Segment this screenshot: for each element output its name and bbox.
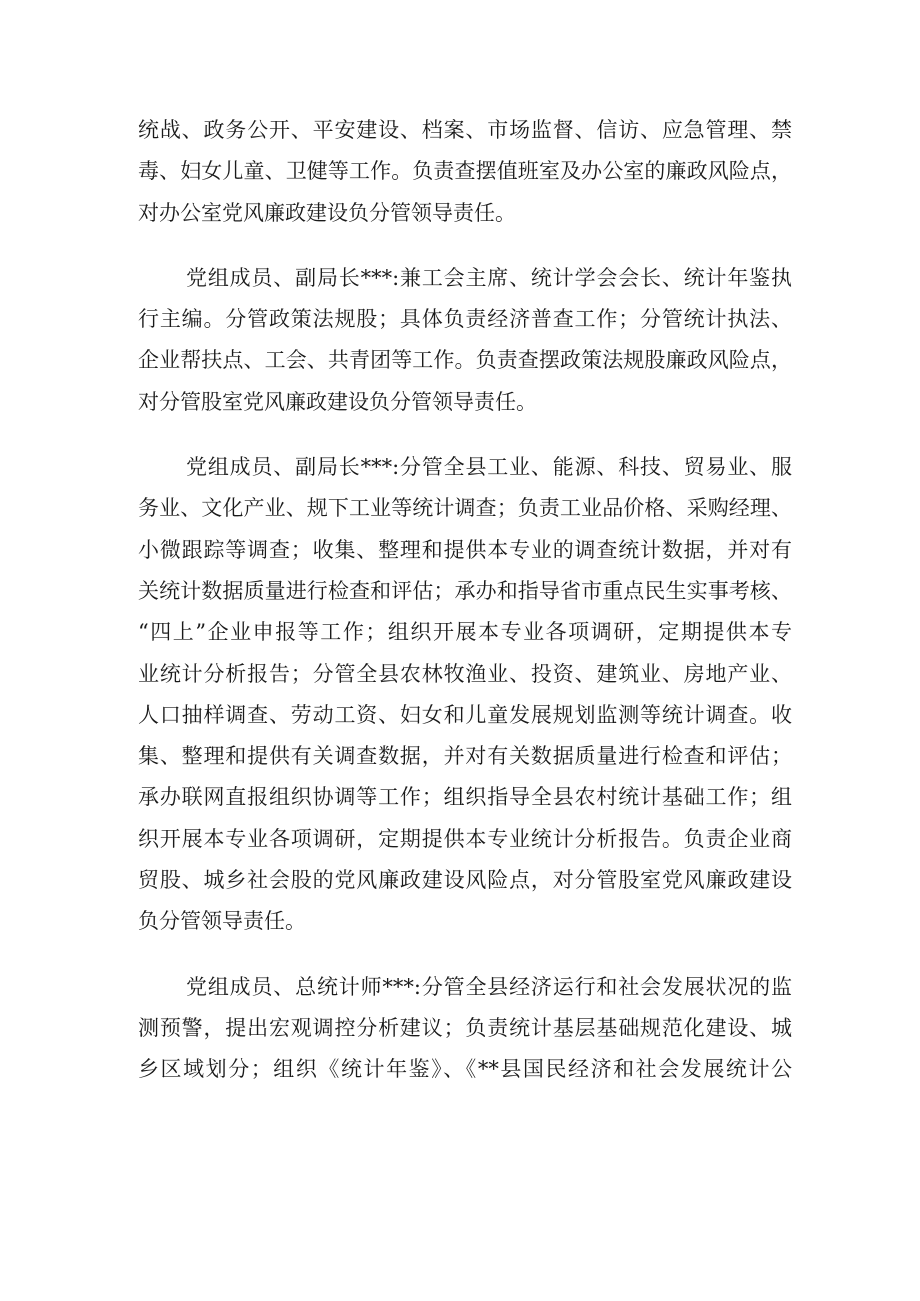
text-line: 负分管领导责任。 [138,909,306,934]
text-line: “四上”企业申报等工作；组织开展本专业各项调研，定期提供本专 [138,620,792,645]
text-line: 企业帮扶点、工会、共青团等工作。负责查摆政策法规股廉政风险点， [138,348,792,373]
paragraph-gap [138,234,792,258]
paragraph-chief-statistician [138,967,792,1091]
text-line: 行主编。分管政策法规股；具体负责经济普查工作；分管统计执法、 [138,307,792,332]
text-line: 织开展本专业各项调研，定期提供本专业统计分析报告。负责企业商 [138,826,792,851]
text-line: 集、整理和提供有关调查数据，并对有关数据质量进行检查和评估； [138,744,792,769]
text-line: 关统计数据质量进行检查和评估；承办和指导省市重点民生实事考核、 [138,578,792,603]
text-line: 对分管股室党风廉政建设负分管领导责任。 [138,389,537,414]
document-body [138,110,792,1091]
text-line: 毒、妇女儿童、卫健等工作。负责查摆值班室及办公室的廉政风险点， [138,159,792,184]
paragraph-deputy-director-2 [138,447,792,943]
text-line: 党组成员、副局长***:分管全县工业、能源、科技、贸易业、服 [186,455,792,480]
text-line: 业统计分析报告；分管全县农林牧渔业、投资、建筑业、房地产业、 [138,661,792,686]
text-line: 党组成员、副局长***:兼工会主席、统计学会会长、统计年鉴执 [186,265,792,290]
text-line: 小微跟踪等调查；收集、整理和提供本专业的调查统计数据，并对有 [138,537,792,562]
text-line: 对办公室党风廉政建设负分管领导责任。 [138,200,516,225]
text-line: 统战、政务公开、平安建设、档案、市场监督、信访、应急管理、禁 [138,118,792,142]
text-line: 务业、文化产业、规下工业等统计调查；负责工业品价格、采购经理、 [138,496,792,521]
text-line: 党组成员、总统计师***:分管全县经济运行和社会发展状况的监 [186,974,792,999]
text-line: 乡区域划分；组织《统计年鉴》、《**县国民经济和社会发展统计公 [138,1057,792,1082]
paragraph-gap [138,943,792,967]
text-line: 贸股、城乡社会股的党风廉政建设风险点，对分管股室党风廉政建设 [138,868,792,893]
text-line: 承办联网直报组织协调等工作；组织指导全县农村统计基础工作；组 [138,785,792,810]
text-line: 人口抽样调查、劳动工资、妇女和儿童发展规划监测等统计调查。收 [138,702,792,727]
paragraph-office-duties [138,110,792,234]
paragraph-deputy-director-1 [138,258,792,423]
text-line: 测预警，提出宏观调控分析建议；负责统计基层基础规范化建设、城 [138,1015,792,1040]
paragraph-gap [138,423,792,447]
